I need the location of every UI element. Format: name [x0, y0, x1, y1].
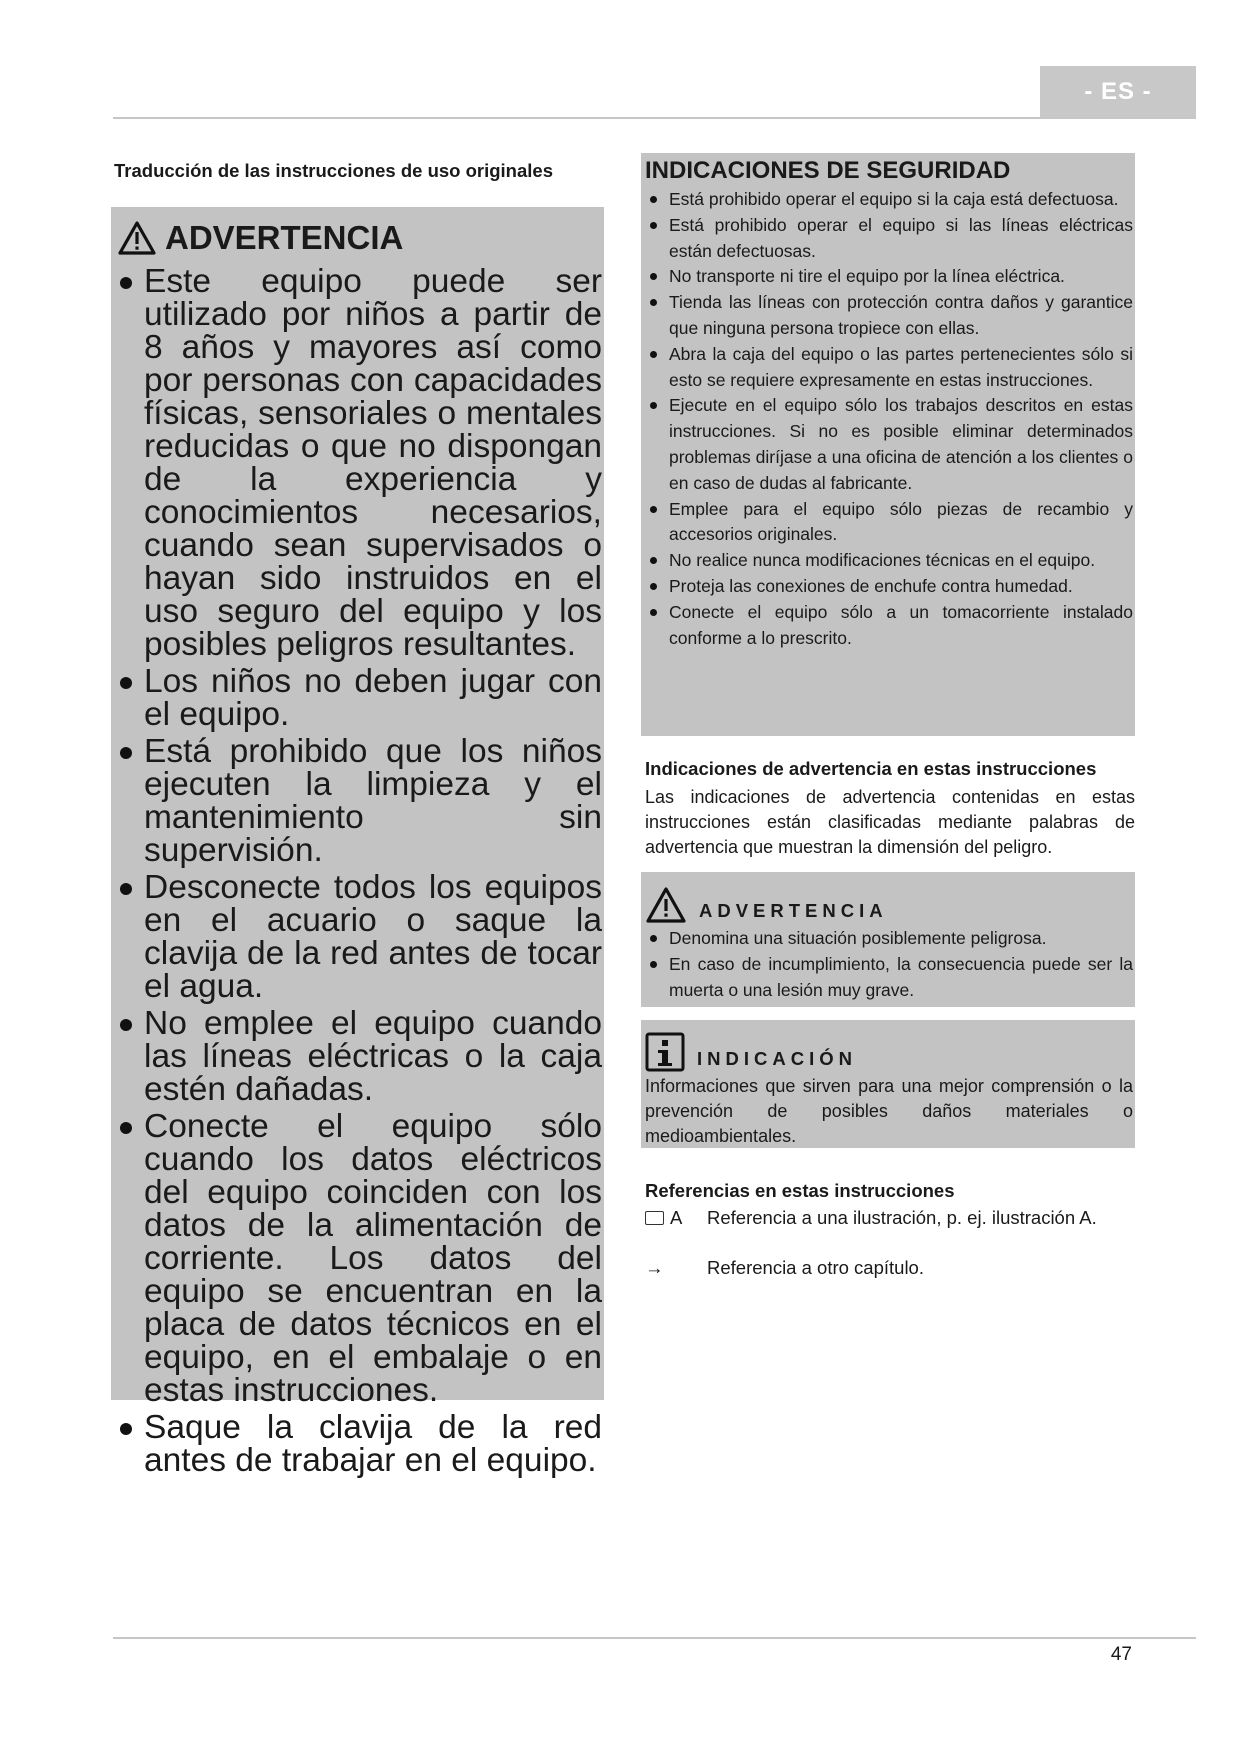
advertencia-list: [645, 926, 1133, 1003]
reference-row-chapter: [645, 1255, 1127, 1280]
list-item: Está prohibido operar el equipo si la caja está defectuosa.: [645, 187, 1133, 213]
list-item: Está prohibido que los niños ejecuten la limpieza y el mantenimiento sin supervisión.: [117, 735, 604, 867]
warnings-section-heading: Indicaciones de advertencia en estas instrucciones: [645, 758, 1097, 779]
page-number: 47: [1110, 1644, 1132, 1665]
reference-text: Referencia a una ilustración, p. ej. ilustración A.: [707, 1207, 1097, 1228]
arrow-right-icon: →: [645, 1256, 664, 1278]
info-icon: [645, 1032, 685, 1072]
document-title: Traducción de las instrucciones de uso originales: [114, 160, 553, 181]
references-heading: Referencias en estas instrucciones: [645, 1180, 955, 1201]
main-warning-heading: ADVERTENCIA: [117, 211, 604, 265]
advertencia-label: ADVERTENCIA: [699, 900, 888, 921]
reference-symbol: A: [670, 1206, 683, 1228]
list-item: Abra la caja del equipo o las partes pertenecientes sólo si esto se requiere expresamente en estas instrucciones.: [645, 342, 1133, 394]
list-item: Saque la clavija de la red antes de trabajar en el equipo.: [117, 1411, 604, 1477]
list-item: Denomina una situación posiblemente peligrosa.: [645, 926, 1133, 952]
main-warning-box: [111, 207, 604, 1479]
list-item: Ejecute en el equipo sólo los trabajos descritos en estas instrucciones. Si no es posible eliminar determinados problemas diríjase a una oficina de atención a los clientes o en caso de dudas al fabricante.: [645, 393, 1133, 496]
list-item: Emplee para el equipo sólo piezas de recambio y accesorios originales.: [645, 497, 1133, 549]
list-item: Los niños no deben jugar con el equipo.: [117, 665, 604, 731]
list-item: Tienda las líneas con protección contra daños y garantice que ninguna persona tropiece con ellas.: [645, 290, 1133, 342]
list-item: Desconecte todos los equipos en el acuario o saque la clavija de la red antes de tocar el agua.: [117, 871, 604, 1003]
list-item: No transporte ni tire el equipo por la línea eléctrica.: [645, 264, 1133, 290]
list-item: Este equipo puede ser utilizado por niños a partir de 8 años y mayores así como por personas con capacidades físicas, sensoriales o mentales reducidas o que no dispongan de la experiencia y conocimientos necesarios, cuando sean supervisados o hayan sido instruidos en el uso seguro del equipo y los posibles peligros resultantes.: [117, 265, 604, 661]
bottom-rule: [113, 1637, 1196, 1639]
indicacion-text: Informaciones que sirven para una mejor comprensión o la prevención de posibles daños materiales o medioambientales.: [645, 1076, 1133, 1146]
reference-text: Referencia a otro capítulo.: [707, 1257, 924, 1278]
top-rule: [113, 117, 1196, 119]
list-item: Conecte el equipo sólo a un tomacorriente instalado conforme a lo prescrito.: [645, 600, 1133, 652]
list-item: No emplee el equipo cuando las líneas eléctricas o la caja estén dañadas.: [117, 1007, 604, 1106]
main-warning-list: [117, 265, 604, 1477]
warning-triangle-icon: [117, 220, 157, 256]
list-item: Conecte el equipo sólo cuando los datos eléctricos del equipo coinciden con los datos de la alimentación de corriente. Los datos del equipo se encuentran en la placa de datos técnicos en el equipo, en el embalaje o en estas instrucciones.: [117, 1110, 604, 1407]
book-icon: [645, 1211, 664, 1225]
reference-row-illustration: [645, 1205, 1127, 1230]
indicacion-label: INDICACIÓN: [697, 1048, 857, 1069]
list-item: Está prohibido operar el equipo si las líneas eléctricas están defectuosas.: [645, 213, 1133, 265]
warnings-section-text: Las indicaciones de advertencia contenidas en estas instrucciones están clasificadas mediante palabras de advertencia que muestran la dimensión del peligro.: [645, 787, 1135, 857]
safety-box: [641, 153, 1135, 736]
list-item: No realice nunca modificaciones técnicas en el equipo.: [645, 548, 1133, 574]
safety-heading: INDICACIONES DE SEGURIDAD: [645, 157, 1011, 184]
list-item: Proteja las conexiones de enchufe contra humedad.: [645, 574, 1133, 600]
language-tab: - ES -: [1040, 66, 1196, 118]
warning-triangle-icon: [645, 886, 687, 924]
indicacion-box: [641, 1020, 1135, 1148]
safety-list: [645, 187, 1133, 651]
advertencia-box: [641, 872, 1135, 1007]
list-item: En caso de incumplimiento, la consecuencia puede ser la muerta o una lesión muy grave.: [645, 952, 1133, 1004]
